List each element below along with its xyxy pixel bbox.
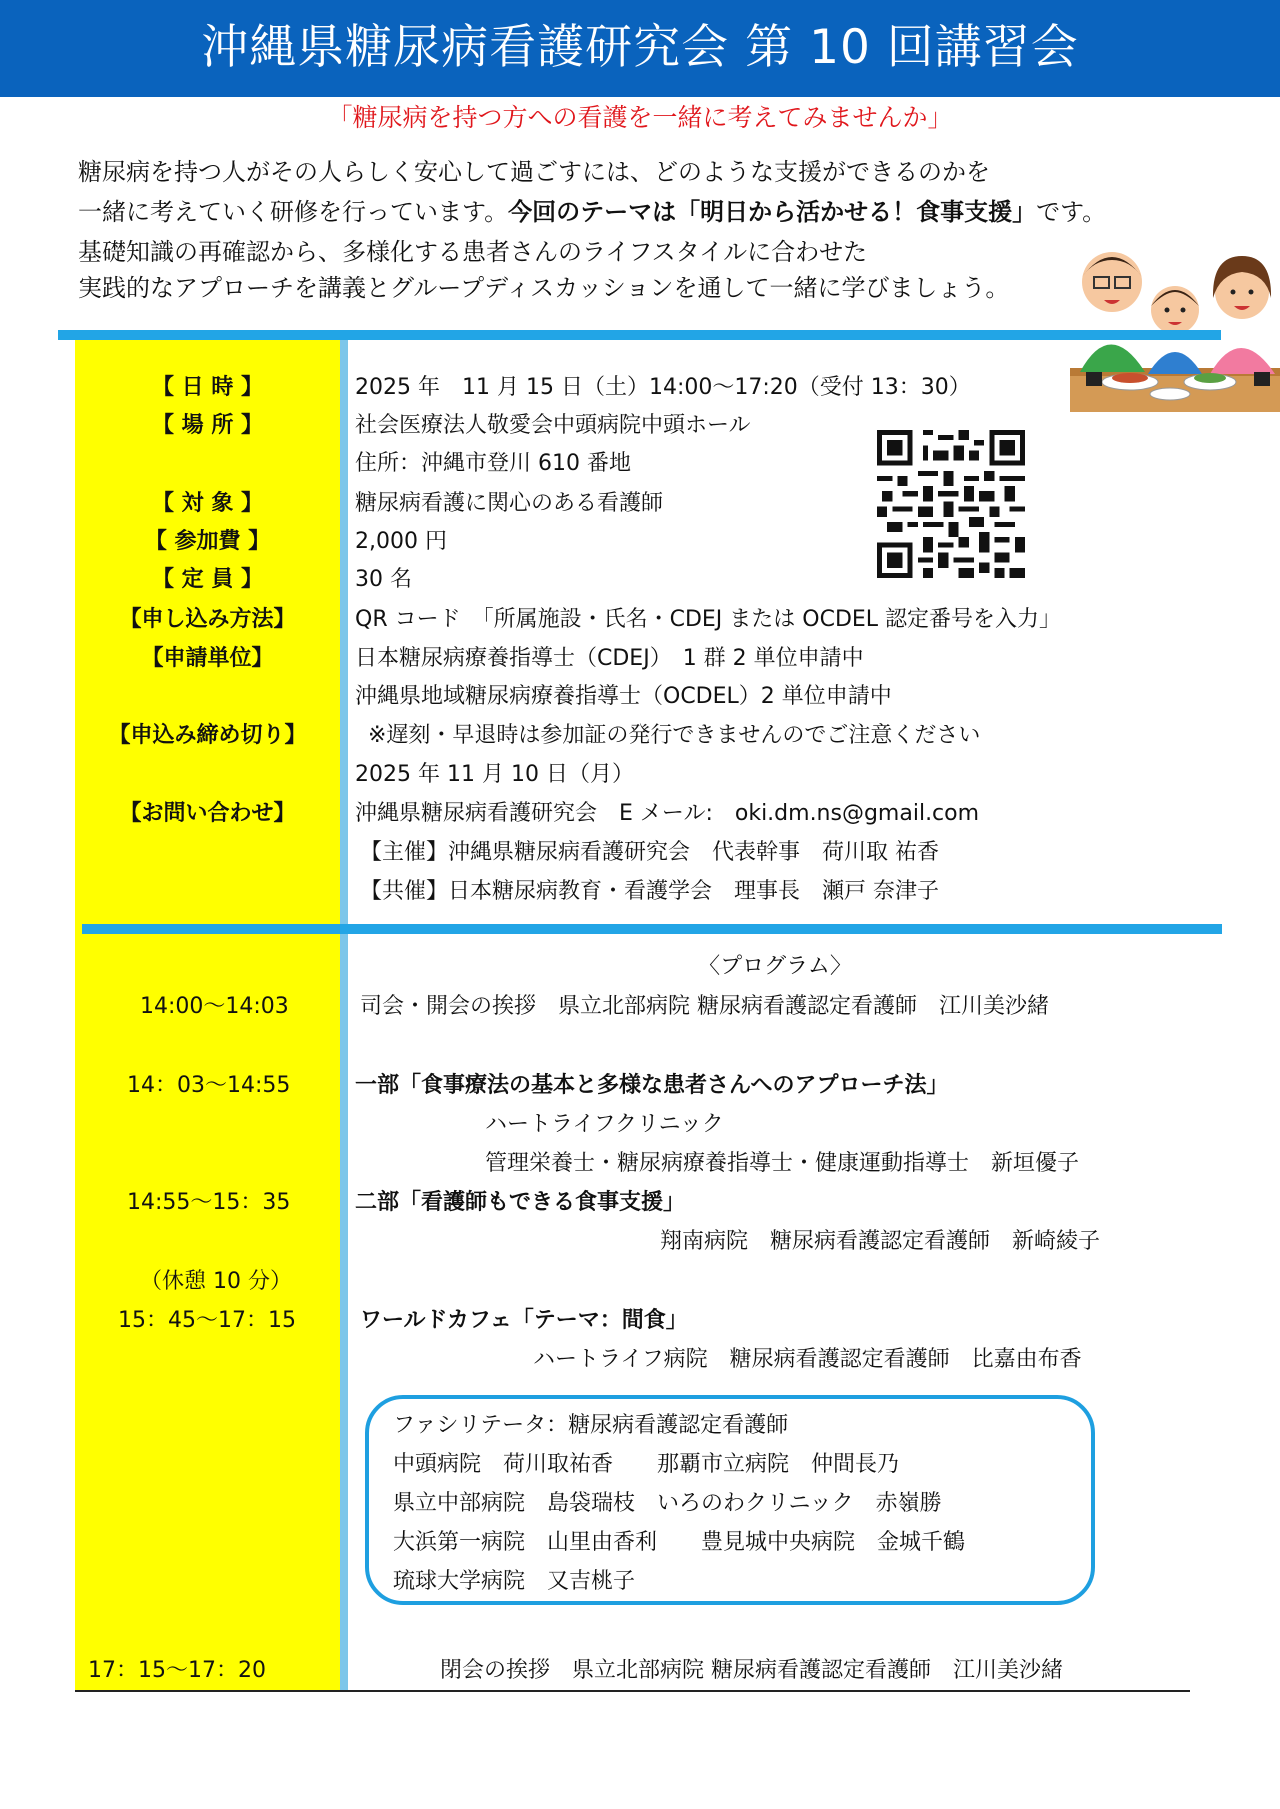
qr-code-icon[interactable] xyxy=(855,430,1047,578)
program-speaker: 翔南病院 糖尿病看護認定看護師 新崎綾子 xyxy=(660,1229,1101,1254)
program-time: 15：45～17：15 xyxy=(118,1308,296,1333)
target-label: 【 対 象 】 xyxy=(152,491,263,516)
capacity-value: 30 名 xyxy=(355,567,412,592)
family-meal-illustration xyxy=(1070,222,1280,412)
intro-line: 基礎知識の再確認から、多様化する患者さんのライフスタイルに合わせた xyxy=(78,238,868,266)
program-heading: 〈プログラム〉 xyxy=(698,954,852,979)
fee-value: 2,000 円 xyxy=(355,529,447,554)
program-time: 17：15～17：20 xyxy=(88,1658,266,1683)
facilitator-row: 琉球大学病院 又吉桃子 xyxy=(393,1569,636,1594)
apply-label: 【申し込み方法】 xyxy=(119,607,296,632)
program-time: 14:55～15：35 xyxy=(127,1190,291,1215)
deadline-value: 2025 年 11 月 10 日（月） xyxy=(355,762,634,787)
facilitator-row: 中頭病院 荷川取祐香 那覇市立病院 仲間長乃 xyxy=(393,1452,900,1477)
contact-value: 沖縄県糖尿病看護研究会 E メール: oki.dm.ns@gmail.com xyxy=(355,801,980,826)
theme-text: 今回のテーマは「明日から活かせる！食事支援」 xyxy=(508,198,1037,226)
intro-line: 一緒に考えていく研修を行っています。今回のテーマは「明日から活かせる！食事支援」です。 xyxy=(78,198,1107,226)
program-org: ハートライフクリニック xyxy=(485,1112,724,1137)
fee-label: 【 参加費 】 xyxy=(144,529,271,554)
capacity-label: 【 定 員 】 xyxy=(152,567,263,592)
address-value: 住所：沖縄市登川 610 番地 xyxy=(355,451,631,476)
date-value: 2025 年 11 月 15 日（土）14:00～17:20（受付 13：30） xyxy=(355,375,971,400)
date-label: 【 日 時 】 xyxy=(152,375,263,400)
column-divider xyxy=(340,340,348,1690)
intro-line: 実践的なアプローチを講義とグループディスカッションを通して一緒に学びましょう。 xyxy=(78,274,1010,302)
divider xyxy=(58,330,1221,340)
place-value: 社会医療法人敬愛会中頭病院中頭ホール xyxy=(355,413,751,438)
place-label: 【 場 所 】 xyxy=(152,413,263,438)
credit-value: 日本糖尿病療養指導士（CDEJ） 1 群 2 単位申請中 xyxy=(355,646,864,671)
target-value: 糖尿病看護に関心のある看護師 xyxy=(355,491,664,516)
host-text: 【主催】沖縄県糖尿病看護研究会 代表幹事 荷川取 祐香 xyxy=(360,840,939,865)
program-item: 司会・開会の挨拶 県立北部病院 糖尿病看護認定看護師 江川美沙緒 xyxy=(360,994,1049,1019)
break-text: （休憩 10 分） xyxy=(140,1269,292,1294)
program-time: 14:00～14:03 xyxy=(140,994,289,1019)
intro-line: 糖尿病を持つ人がその人らしく安心して過ごすには、どのような支援ができるのかを xyxy=(78,158,990,186)
divider xyxy=(82,924,1222,934)
facilitator-row: 大浜第一病院 山里由香利 豊見城中央病院 金城千鶴 xyxy=(393,1530,966,1555)
credit-value: 沖縄県地域糖尿病療養指導士（OCDEL）2 単位申請中 xyxy=(355,684,892,709)
program-item-title: 一部「食事療法の基本と多様な患者さんへのアプローチ法」 xyxy=(355,1073,949,1098)
program-item-title: ワールドカフェ「テーマ：間食」 xyxy=(360,1308,688,1333)
program-speaker: 管理栄養士・糖尿病療養指導士・健康運動指導士 新垣優子 xyxy=(485,1151,1080,1176)
contact-label: 【お問い合わせ】 xyxy=(119,801,296,826)
program-time: 14：03～14:55 xyxy=(127,1073,291,1098)
facilitator-heading: ファシリテータ：糖尿病看護認定看護師 xyxy=(393,1413,789,1438)
program-item-title: 二部「看護師もできる食事支援」 xyxy=(355,1190,686,1215)
deadline-label: 【申込み締め切り】 xyxy=(108,723,307,748)
facilitator-row: 県立中部病院 島袋瑞枝 いろのわクリニック 赤嶺勝 xyxy=(393,1491,942,1516)
subtitle: 「糖尿病を持つ方への看護を一緒に考えてみませんか」 xyxy=(327,103,953,132)
cohost-text: 【共催】日本糖尿病教育・看護学会 理事長 瀬戸 奈津子 xyxy=(360,879,939,904)
bottom-rule xyxy=(75,1690,1190,1692)
program-speaker: ハートライフ病院 糖尿病看護認定看護師 比嘉由布香 xyxy=(533,1347,1082,1372)
program-item: 閉会の挨拶 県立北部病院 糖尿病看護認定看護師 江川美沙緒 xyxy=(440,1658,1063,1683)
credit-label: 【申請単位】 xyxy=(141,646,274,671)
credit-note: ※遅刻・早退時は参加証の発行できませんのでご注意ください xyxy=(368,723,981,748)
apply-value: QR コード 「所属施設・氏名・CDEJ または OCDEL 認定番号を入力」 xyxy=(355,607,1062,632)
page-title: 沖縄県糖尿病看護研究会 第 10 回講習会 xyxy=(201,20,1079,75)
